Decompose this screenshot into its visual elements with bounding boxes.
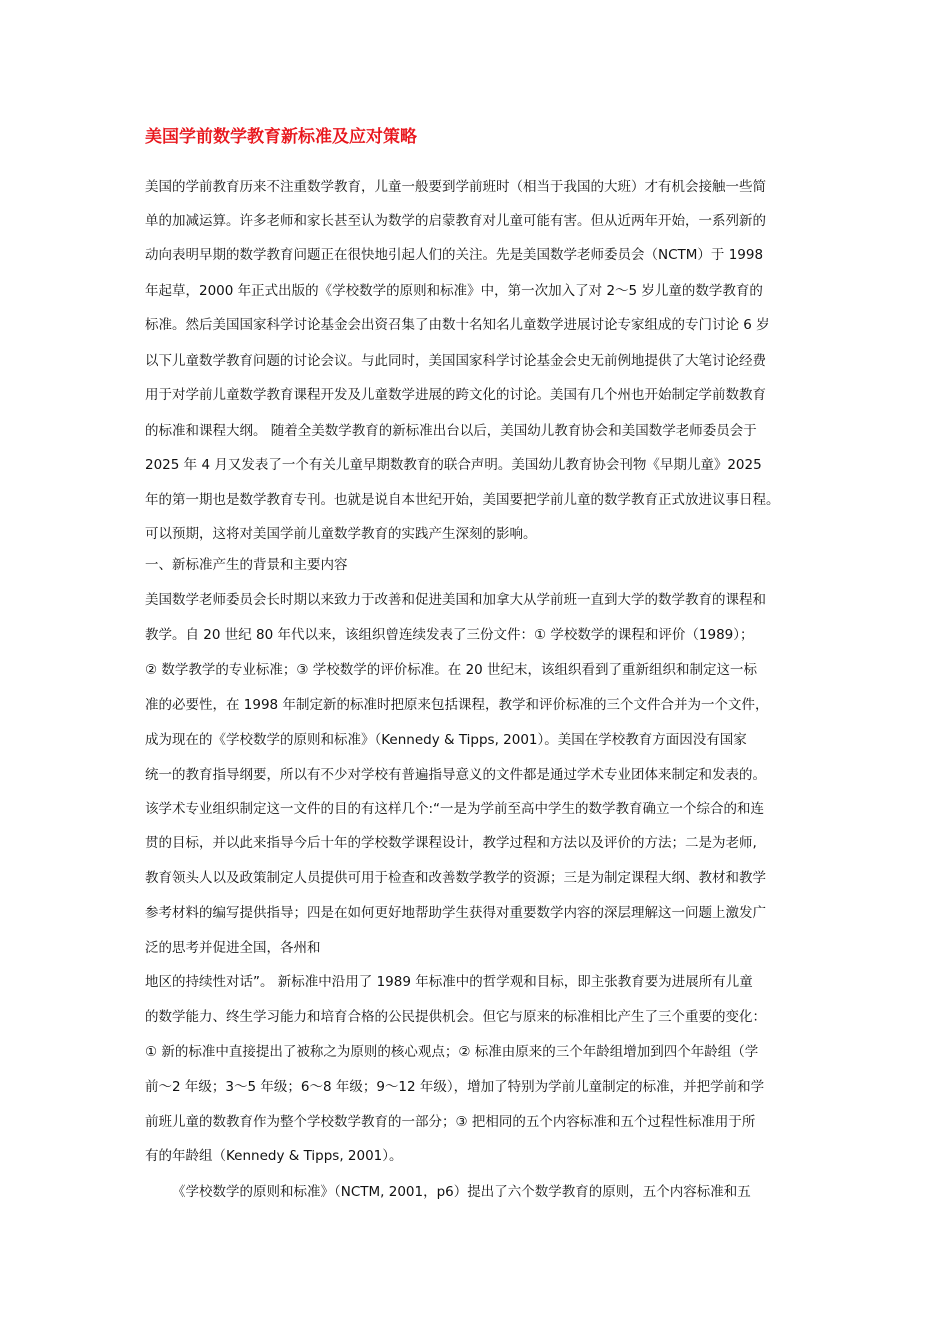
- paragraph-line: 成为现在的《学校数学的原则和标准》（Kennedy & Tipps, 2001）。美国在学校教育方面因没有国家: [145, 732, 747, 748]
- paragraph-line: 该学术专业组织制定这一文件的目的有这样几个:“一是为学前至高中学生的数学教育确立一个综合的和连: [145, 801, 765, 817]
- paragraph-line: 泛的思考并促进全国，各州和: [145, 940, 321, 956]
- paragraph-line: 美国的学前教育历来不注重数学教育，儿童一般要到学前班时（相当于我国的大班）才有机会接触一些简: [145, 179, 766, 195]
- paragraph-line: 动向表明早期的数学教育问题正在很快地引起人们的关注。先是美国数学老师委员会（NCTM）于 1998: [145, 247, 764, 263]
- paragraph-line: 教学。自 20 世纪 80 年代以来，该组织曾连续发表了三份文件：① 学校数学的课程和评价（1989）；: [145, 627, 754, 643]
- section-heading: 一、新标准产生的背景和主要内容: [145, 557, 348, 573]
- paragraph-line: ② 数学教学的专业标准；③ 学校数学的评价标准。在 20 世纪末，该组织看到了重新组织和制定这一标: [145, 662, 758, 678]
- paragraph-line: 年起草，2000 年正式出版的《学校数学的原则和标准》中，第一次加入了对 2～5 岁儿童的数学教育的: [145, 283, 763, 299]
- paragraph-line: 准的必要性，在 1998 年制定新的标准时把原来包括课程，教学和评价标准的三个文件合并为一个文件，: [145, 697, 769, 713]
- paragraph-line: 标准。然后美国国家科学讨论基金会出资召集了由数十名知名儿童数学进展讨论专家组成的专门讨论 6 岁: [145, 317, 770, 333]
- paragraph-line: 前班儿童的数教育作为整个学校数学教育的一部分；③ 把相同的五个内容标准和五个过程性标准用于所: [145, 1114, 756, 1130]
- paragraph-line: 参考材料的编写提供指导；四是在如何更好地帮助学生获得对重要数学内容的深层理解这一问题上激发广: [145, 905, 766, 921]
- paragraph-line: 有的年龄组（Kennedy & Tipps, 2001）。: [145, 1148, 403, 1164]
- paragraph-line: 用于对学前儿童数学教育课程开发及儿童数学进展的跨文化的讨论。美国有几个州也开始制定学前数教育: [145, 387, 766, 403]
- paragraph-line: 美国数学老师委员会长时期以来致力于改善和促进美国和加拿大从学前班一直到大学的数学教育的课程和: [145, 592, 766, 608]
- paragraph-line: 前～2 年级；3～5 年级；6～8 年级；9～12 年级），增加了特别为学前儿童制定的标准，并把学前和学: [145, 1079, 765, 1095]
- paragraph-line: 《学校数学的原则和标准》（NCTM, 2001，p6）提出了六个数学教育的原则，五个内容标准和五: [172, 1184, 751, 1200]
- paragraph-line: 年的第一期也是数学教育专刊。也就是说自本世纪开始，美国要把学前儿童的数学教育正式放进议事日程。: [145, 492, 780, 508]
- paragraph-line: 的标准和课程大纲。 随着全美数学教育的新标准出台以后，美国幼儿教育协会和美国数学老师委员会于: [145, 423, 757, 439]
- paragraph-line: 贯的目标，并以此来指导今后十年的学校数学课程设计，教学过程和方法以及评价的方法；二是为老师,: [145, 835, 757, 851]
- paragraph-line: ① 新的标准中直接提出了被称之为原则的核心观点；② 标准由原来的三个年龄组增加到四个年龄组（学: [145, 1044, 759, 1060]
- paragraph-line: 可以预期，这将对美国学前儿童数学教育的实践产生深刻的影响。: [145, 526, 537, 542]
- paragraph-line: 的数学能力、终生学习能力和培育合格的公民提供机会。但它与原来的标准相比产生了三个重要的变化：: [145, 1009, 766, 1025]
- paragraph-line: 以下儿童数学教育问题的讨论会议。与此同时，美国国家科学讨论基金会史无前例地提供了大笔讨论经费: [145, 353, 766, 369]
- paragraph-line: 统一的教育指导纲要，所以有不少对学校有普遍指导意义的文件都是通过学术专业团体来制定和发表的。: [145, 767, 766, 783]
- paragraph-line: 教育领头人以及政策制定人员提供可用于检查和改善数学教学的资源；三是为制定课程大纲、教材和教学: [145, 870, 766, 886]
- paragraph-line: 单的加减运算。许多老师和家长甚至认为数学的启蒙教育对儿童可能有害。但从近两年开始，一系列新的: [145, 213, 766, 229]
- document-title: 美国学前数学教育新标准及应对策略: [145, 127, 417, 147]
- paragraph-line: 2025 年 4 月又发表了一个有关儿童早期数教育的联合声明。美国幼儿教育协会刊物《早期儿童》2025: [145, 457, 762, 473]
- paragraph-line: 地区的持续性对话”。 新标准中沿用了 1989 年标准中的哲学观和目标，即主张教育要为进展所有儿童: [145, 974, 753, 990]
